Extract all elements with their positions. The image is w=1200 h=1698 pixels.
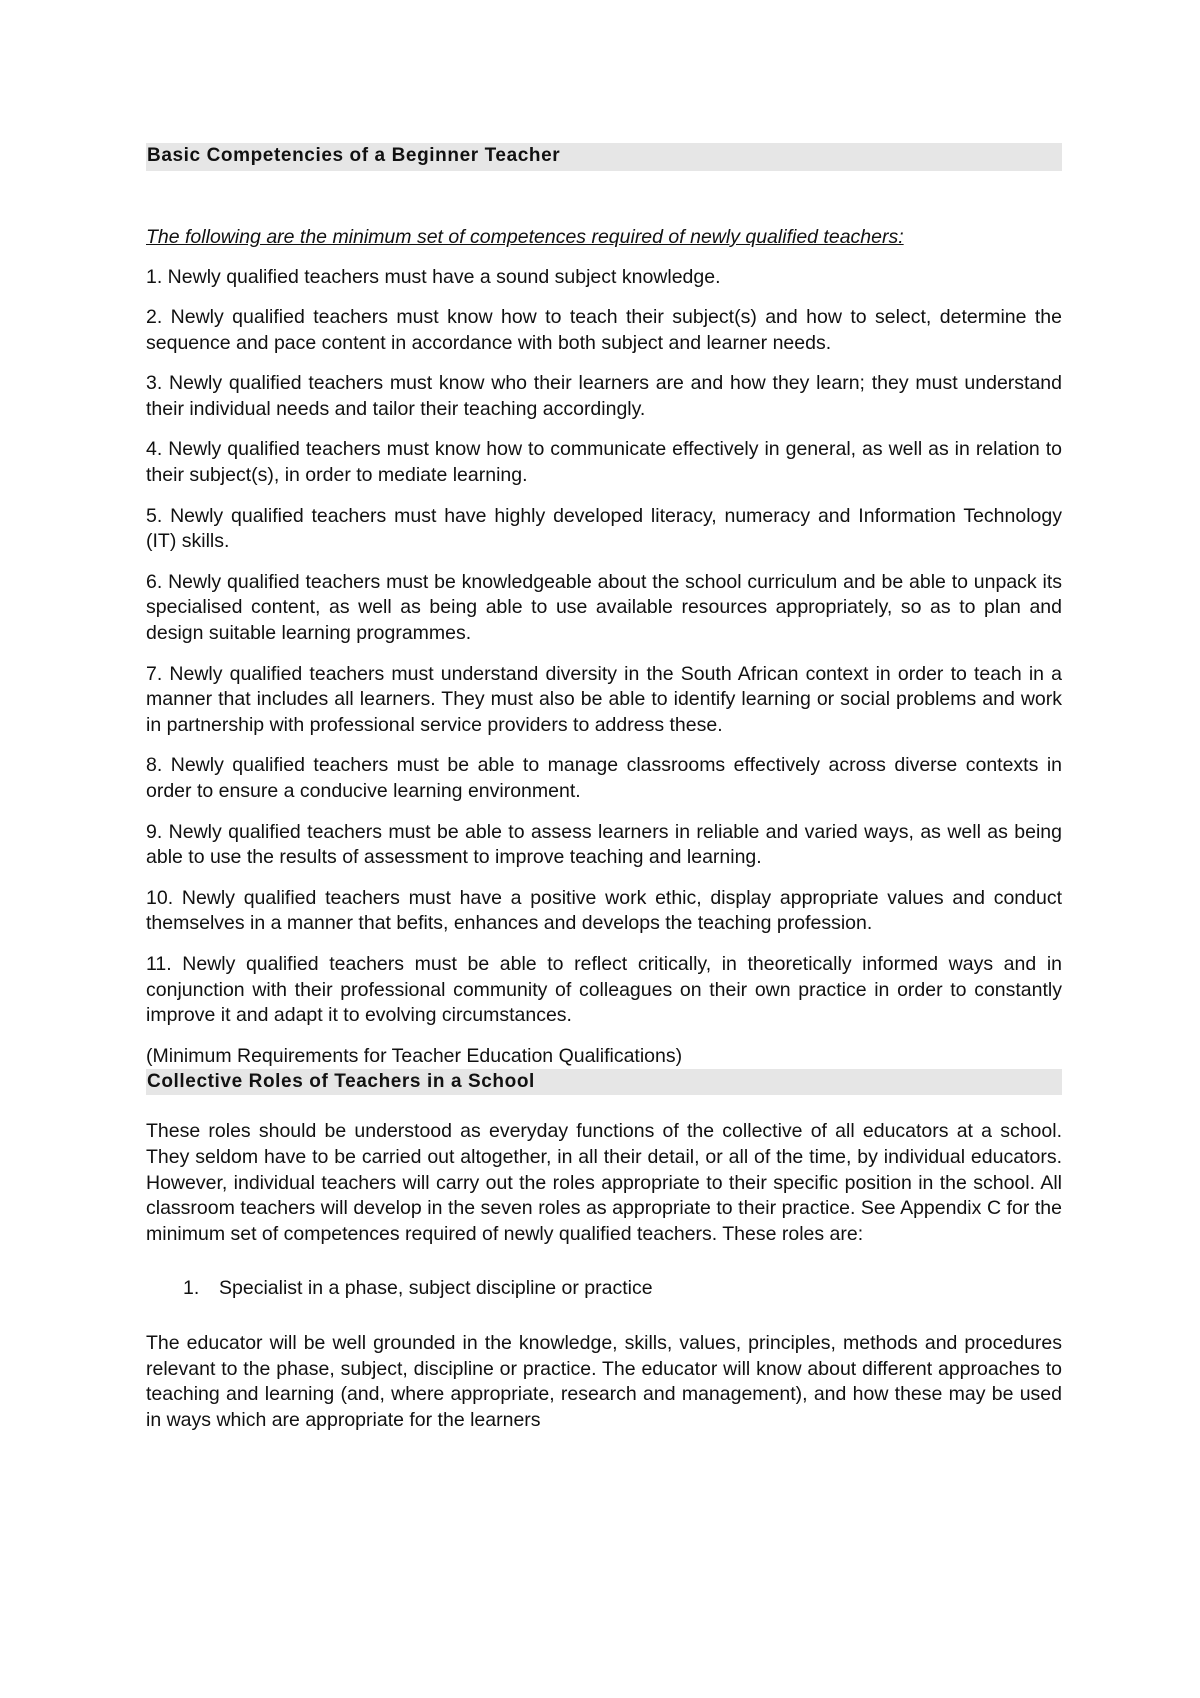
competency-item-2: 2. Newly qualified teachers must know how to teach their subject(s) and how to select, determine the sequence and pace content in accordance with both subject and learner needs. [146, 306, 1062, 354]
source-citation: (Minimum Requirements for Teacher Education Qualifications) [146, 1044, 683, 1067]
document-page [146, 143, 1062, 1433]
section-heading-basic-competencies: Basic Competencies of a Beginner Teacher [146, 143, 1062, 171]
competency-item-1: 1. Newly qualified teachers must have a sound subject knowledge. [146, 265, 721, 288]
section-heading-collective-roles: Collective Roles of Teachers in a School [146, 1069, 1062, 1095]
role-number: 1. [183, 1277, 200, 1300]
competency-item-11: 11. Newly qualified teachers must be able to reflect critically, in theoretically informed ways and in conjunction with their professional community of colleagues on their own practice in order to constantly improve it and adapt it to evolving circumstances. [146, 952, 1062, 1027]
role-description-paragraph: The educator will be well grounded in the knowledge, skills, values, principles, methods and procedures relevant to the phase, subject, discipline or practice. The educator will know about different approaches to teaching and learning (and, where appropriate, research and management), and how these may be used in ways which are appropriate for the learners [146, 1331, 1062, 1431]
intro-line: The following are the minimum set of competences required of newly qualified teachers: [146, 226, 904, 248]
competency-item-7: 7. Newly qualified teachers must understand diversity in the South African context in order to teach in a manner that includes all learners. They must also be able to identify learning or social problems and work in partnership with professional service providers to address these. [146, 662, 1062, 736]
roles-intro-paragraph: These roles should be understood as everyday functions of the collective of all educators at a school. They seldom have to be carried out altogether, in all their detail, or all of the time, by individual educators. However, individual teachers will carry out the roles appropriate to their specific position in the school. All classroom teachers will develop in the seven roles as appropriate to their practice. See Appendix C for the minimum set of competences required of newly qualified teachers. These roles are: [146, 1120, 1062, 1245]
competency-item-6: 6. Newly qualified teachers must be knowledgeable about the school curriculum and be able to unpack its specialised content, as well as being able to use available resources appropriately, so as to plan and design suitable learning programmes. [146, 570, 1062, 645]
competency-item-8: 8. Newly qualified teachers must be able to manage classrooms effectively across diverse contexts in order to ensure a conducive learning environment. [146, 754, 1062, 802]
competency-item-3: 3. Newly qualified teachers must know who their learners are and how they learn; they must understand their individual needs and tailor their teaching accordingly. [146, 372, 1062, 420]
numbered-role-item [146, 1276, 1062, 1302]
competency-item-4: 4. Newly qualified teachers must know how to communicate effectively in general, as well as in relation to their subject(s), in order to mediate learning. [146, 438, 1062, 487]
competency-item-10: 10. Newly qualified teachers must have a positive work ethic, display appropriate values and conduct themselves in a manner that befits, enhances and develops the teaching profession. [146, 886, 1062, 935]
competency-item-9: 9. Newly qualified teachers must be able to assess learners in reliable and varied ways, as well as being able to use the results of assessment to improve teaching and learning. [146, 820, 1062, 869]
role-title: Specialist in a phase, subject discipline or practice [219, 1277, 653, 1300]
competency-item-5: 5. Newly qualified teachers must have highly developed literacy, numeracy and Information Technology (IT) skills. [146, 504, 1062, 553]
